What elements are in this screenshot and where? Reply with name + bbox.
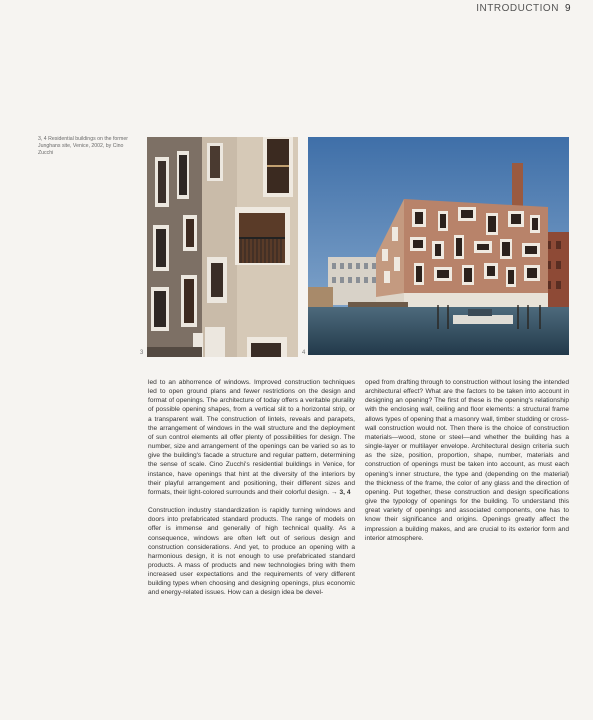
running-header: [476, 3, 571, 14]
paragraph-text: led to an abhorrence of windows. Improved construction techniques led to open ground plans and fewer restrictions on the design and format of openings. The architecture of today offers a veritable plurality of possible opening shapes, from a vertical slit to a horizontal strip, or a transparent wall. The construction of lintels, reveals and parapets, the arrangement of windows in the wall structure and the deployment of sun control elements all offer plenty of possibilities for design. The number, size and arrangement of the openings can be varied so as to give the building's facade a structure and regular pattern, determining the sense of scale. Cino Zucchi's residential buildings in Venice, for instance, have openings that hint at the diversity of the interiors by their playful arrangement and positioning, their different sizes and formats, their light-colored surrounds and their colorful design.: [148, 379, 355, 496]
paragraph: [148, 378, 355, 497]
photo-facade-closeup: [147, 137, 298, 357]
figure-reference[interactable]: [331, 489, 351, 496]
page-number: 9: [564, 3, 571, 14]
paragraph: oped from drafting through to construction without losing the intended architectural effect? What are the factors to be taken into account in designing an opening? The first of these is the opening's relationship with the enclosing wall, ceiling and floor elements: a structural frame allows types of opening that a masonry wall, timber studding or cross-wall construction would not. Then there is the choice of construction materials—wood, stone or steel—and whether the building has a single-layer or multilayer envelope. Architectural design criteria such as the size, position, proportion, shape, number, materials and construction of openings must be taken into account, as must each opening's inner structure, the type and (depending on the material) the thickness of the frame, the color of any glass and the direction of opening. Put together, these construction and design specifications give the typology of openings for the building. To understand this great variety of openings and associated components, one has to know their significance and origins. Openings greatly affect the impression a building makes, and are crucial to its exterior form and interior atmosphere.: [365, 379, 569, 542]
figure-reference-label: 3, 4: [339, 488, 351, 496]
paragraph: Construction industry standardization is rapidly turning windows and doors into prefabricated standard products. The range of models on offer is immense and generally of high technical quality. As a consequence, windows are often left out of serious design and construction considerations. And yet, to produce an opening with a harmonious design, it is not enough to use prefabricated standard products. A mass of products and new technologies bring with them increased user expectations and the requirements of very different building types when choosing and designing openings, plus economic and energy-related issues. How can a design idea be devel-: [148, 507, 355, 597]
figure-number-3: 3: [140, 350, 144, 356]
text-column-right: [365, 378, 569, 552]
arrow-right-icon: →: [330, 488, 338, 496]
section-title: INTRODUCTION: [476, 3, 559, 14]
text-column-left: [148, 378, 355, 607]
figure-number-4: 4: [302, 350, 306, 356]
photo-building-waterfront: [308, 137, 569, 355]
figure-caption: 3, 4 Residential buildings on the former Junghans site, Venice, 2002, by Cino Zucchi: [38, 136, 128, 156]
